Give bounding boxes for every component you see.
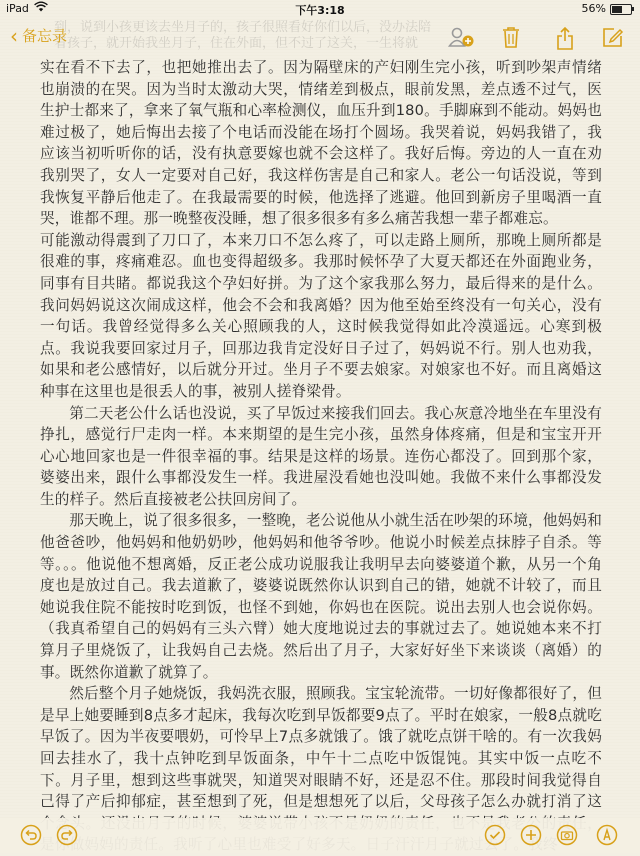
battery-icon	[610, 4, 632, 15]
status-bar	[0, 0, 640, 18]
trash-icon[interactable]	[502, 26, 520, 52]
bottom-toolbar	[0, 818, 640, 853]
clock: 下午3:18	[295, 4, 345, 17]
compose-icon[interactable]	[602, 26, 624, 52]
undo-icon[interactable]	[20, 824, 42, 850]
add-people-icon[interactable]	[448, 26, 474, 52]
checklist-icon[interactable]	[484, 824, 506, 850]
battery-percent: 56%	[581, 2, 606, 15]
note-paragraph: 第二天老公什么话也没说，买了早饭过来接我们回去。我心灰意冷地坐在车里没有挣扎，感觉行尸走肉一样。本来期望的是生完小孩，虽然身体疼痛，但是和宝宝开开心心地回家也是一件很幸福的事。结果是这样的场景。连伤心都没了。回到那个家，婆婆出来，跟什么事都没发生一样。我进屋没看她也没叫她。我做不来什么事都没发生的样子。然后直接被老公扶回房间了。	[40, 404, 602, 508]
note-paragraph: 然后整个月子她烧饭，我妈洗衣服，照顾我。宝宝轮流带。一切好像都很好了，但是早上她要睡到8点多才起床，我每次吃到早饭都要9点了。平时在娘家，一般8点就吃早饭了。因为半夜要喂奶，可怜早上7点多就饿了。饿了就吃点饼干啥的。有一次我妈回去挂水了，我十点钟吃到早饭面条，中午十二点吃中饭馄饨。其实中饭一点吃不下。月子里，想到这些事就哭，知道哭对眼睛不好，还是忍不住。那段时间我觉得自己得了产后抑郁症，甚至想到了死，但是想想死了以后，父母孩子怎么办就打消了这	[40, 685, 602, 811]
markup-icon[interactable]	[596, 824, 618, 850]
camera-icon[interactable]	[556, 824, 578, 850]
carrier-label: iPad	[6, 2, 29, 15]
note-paragraph: 可能激动得震到了刀口了，本来刀口不怎么疼了，可以走路上厕所，那晚上厕所都是很难的事，疼痛难忍。血也变得超级多。我那时候怀孕了大夏天都还在外面跑业务，同事有目共睹。都说我这个孕妇好拼。为了这个家我那么努力，最后得来的是什么。我问妈妈说这次闹成这样，他会不会和我离婚？因为他至始至终没有一句关心，没有一句话。我曾经觉得多么关心照顾我的人，这时候我觉得如此冷漠遥远。心寒到极点。我说我要回家过月子，回那边我肯定没好日子过了，妈妈说不行。别人也劝我，如果和老公感情好，以后就分开过。坐月子不要去娘家。对娘家也不好。而且离婚这种事在这里也是很丢人的事，被别人搓脊梁骨。	[40, 231, 602, 400]
back-button-label: 备忘录	[22, 27, 68, 45]
add-icon[interactable]	[520, 824, 542, 850]
note-body[interactable]	[40, 57, 602, 819]
share-icon[interactable]	[556, 26, 574, 54]
chevron-left-icon: ‹	[10, 23, 18, 48]
note-paragraph: 实在看不下去了，也把她推出去了。因为隔壁床的产妇刚生完小孩，听到吵架声情绪也崩溃的在哭。因为当时太激动大哭，情绪差到极点，眼前发黑，差点透不过气，医生护士都来了，拿来了氧气瓶和心率检测仪，血压升到180。手脚麻到不能动。妈妈也难过极了，她后悔出去接了个电话而没能在场打个圆场。我哭着说，妈妈我错了，我应该当初听听你的话，没有执意要嫁也就不会这样了。我好后悔。旁边的人一直在劝我别哭了，女人一定要对自己好，我这样伤害是自己和家人。老公一句话没说，等到我恢复平静后他走了。在我最需要的时候，他选择了逃避。他回到新房子里喝酒一直哭，谁都不理。那一晚整夜没睡，想了很多很多有多么痛苦我想一辈子都难忘。	[40, 59, 602, 228]
redo-icon[interactable]	[56, 824, 78, 850]
note-paragraph: 那天晚上，说了很多很多，一整晚，老公说他从小就生活在吵架的环境，他妈妈和他爸爸吵，他妈妈和他奶奶吵，他妈妈和他爷爷吵。他说小时候差点抹脖子自杀。等等。。。他说他不想离婚，反正老公成功说服我让我明早去向婆婆道个歉，从另一个角度也是放过自己。我去道歉了，婆婆说既然你认识到自己的错，她就不计较了，而且她说我住院不能按时吃到饭，也怪不到她，你妈也在医院。说出去别人也会说你妈。（我真希望自己的妈妈有三头六臂）她大度地说过去的事就过去了。她说她本来不打算月子里烧饭了，让我妈自己去烧。然后出了月子，大家好好坐下来谈谈（离婚）的事。既然你道歉了就算了。	[40, 512, 602, 681]
back-button[interactable]	[10, 25, 67, 46]
navigation-bar	[0, 18, 640, 54]
ghost-line: 到，说到小孩更该去坐月子的，孩子很照看好你们以后，没办法陪	[54, 20, 432, 35]
ghost-line: 着孩子，就开始我坐月子，住在外面，但不过了这关，一生将就	[54, 36, 419, 51]
